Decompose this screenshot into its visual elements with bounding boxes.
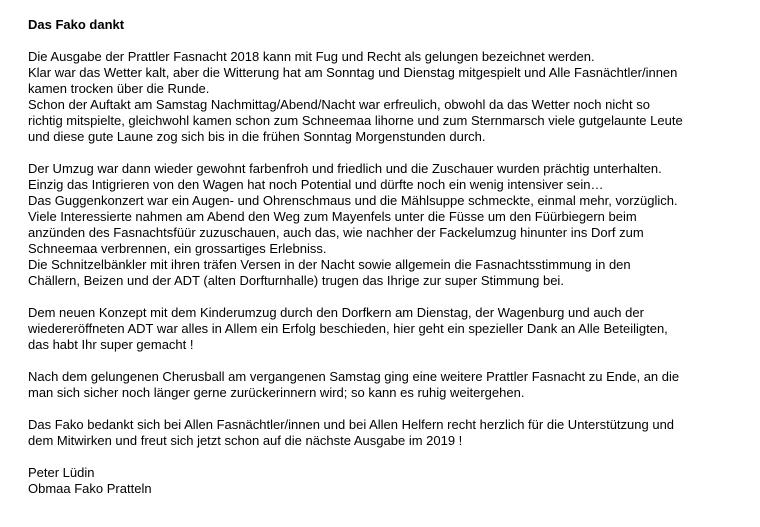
- signature-role: Obmaa Fako Pratteln: [28, 481, 152, 496]
- paragraph-konzept: [28, 305, 743, 353]
- text-line: Dem neuen Konzept mit dem Kinderumzug durch den Dorfkern am Dienstag, der Wagenburg und auch der: [28, 305, 644, 320]
- text-line: Der Umzug war dann wieder gewohnt farbenfroh und friedlich und die Zuschauer wurden prächtig unterhalten.: [28, 161, 662, 176]
- paragraph-intro: [28, 49, 743, 145]
- signature-name: Peter Lüdin: [28, 465, 95, 480]
- document-title: Das Fako dankt: [28, 17, 125, 32]
- text-line: Das Fako bedankt sich bei Allen Fasnächtler/innen und bei Allen Helfern recht herzlich für die Unterstützung und: [28, 417, 675, 432]
- text-line: kamen trocken über die Runde.: [28, 81, 210, 96]
- text-line: man sich sicher noch länger gerne zurückerinnern wird; so kann es ruhig weitergehen.: [28, 385, 525, 400]
- text-line: dem Mitwirken und freut sich jetzt schon auf die nächste Ausgabe im 2019 !: [28, 433, 463, 448]
- text-line: Chällern, Beizen und der ADT (alten Dorfturnhalle) trugen das Ihrige zur super Stimmung bei.: [28, 273, 564, 288]
- text-line: richtig mitspielte, gleichwohl kamen schon zum Schneemaa lihorne und zum Sternmarsch viele gutgelaunte Leute: [28, 113, 683, 128]
- text-line: Die Schnitzelbänkler mit ihren träfen Versen in der Nacht sowie allgemein die Fasnachtsstimmung in den: [28, 257, 631, 272]
- text-line: anzünden des Fasnachtsfüür zuzuschauen, auch das, wie nachher der Fackelumzug hinunter ins Dorf zum: [28, 225, 644, 240]
- text-line: Die Ausgabe der Prattler Fasnacht 2018 kann mit Fug und Recht als gelungen bezeichnet werden.: [28, 49, 595, 64]
- paragraph-cherusball: [28, 369, 743, 401]
- text-line: Nach dem gelungenen Cherusball am vergangenen Samstag ging eine weitere Prattler Fasnacht zu Ende, an die: [28, 369, 680, 384]
- text-line: Einzig das Intigrieren von den Wagen hat noch Potential und dürfte noch ein wenig intensiver sein…: [28, 177, 604, 192]
- text-line: Klar war das Wetter kalt, aber die Witterung hat am Sonntag und Dienstag mitgespielt und Alle Fasnächtler/innen: [28, 65, 678, 80]
- document: [28, 17, 743, 497]
- text-line: Schneemaa verbrennen, ein grossartiges Erlebniss.: [28, 241, 327, 256]
- text-line: Schon der Auftakt am Samstag Nachmittag/Abend/Nacht war erfreulich, obwohl da das Wetter noch nicht so: [28, 97, 650, 112]
- text-line: wiedereröffneten ADT war alles in Allem ein Erfolg beschieden, hier geht ein spezieller Dank an Alle Beteiligten,: [28, 321, 668, 336]
- text-line: Viele Interessierte nahmen am Abend den Weg zum Mayenfels unter die Füsse um den Füürbiegern beim: [28, 209, 637, 224]
- paragraph-umzug: [28, 161, 743, 289]
- signature-block: [28, 465, 743, 497]
- text-line: und diese gute Laune zog sich bis in die frühen Sonntag Morgenstunden durch.: [28, 129, 486, 144]
- paragraph-dank: [28, 417, 743, 449]
- text-line: das habt Ihr super gemacht !: [28, 337, 194, 352]
- text-line: Das Guggenkonzert war ein Augen- und Ohrenschmaus und die Mählsuppe schmeckte, einmal mehr, vorzüglich.: [28, 193, 678, 208]
